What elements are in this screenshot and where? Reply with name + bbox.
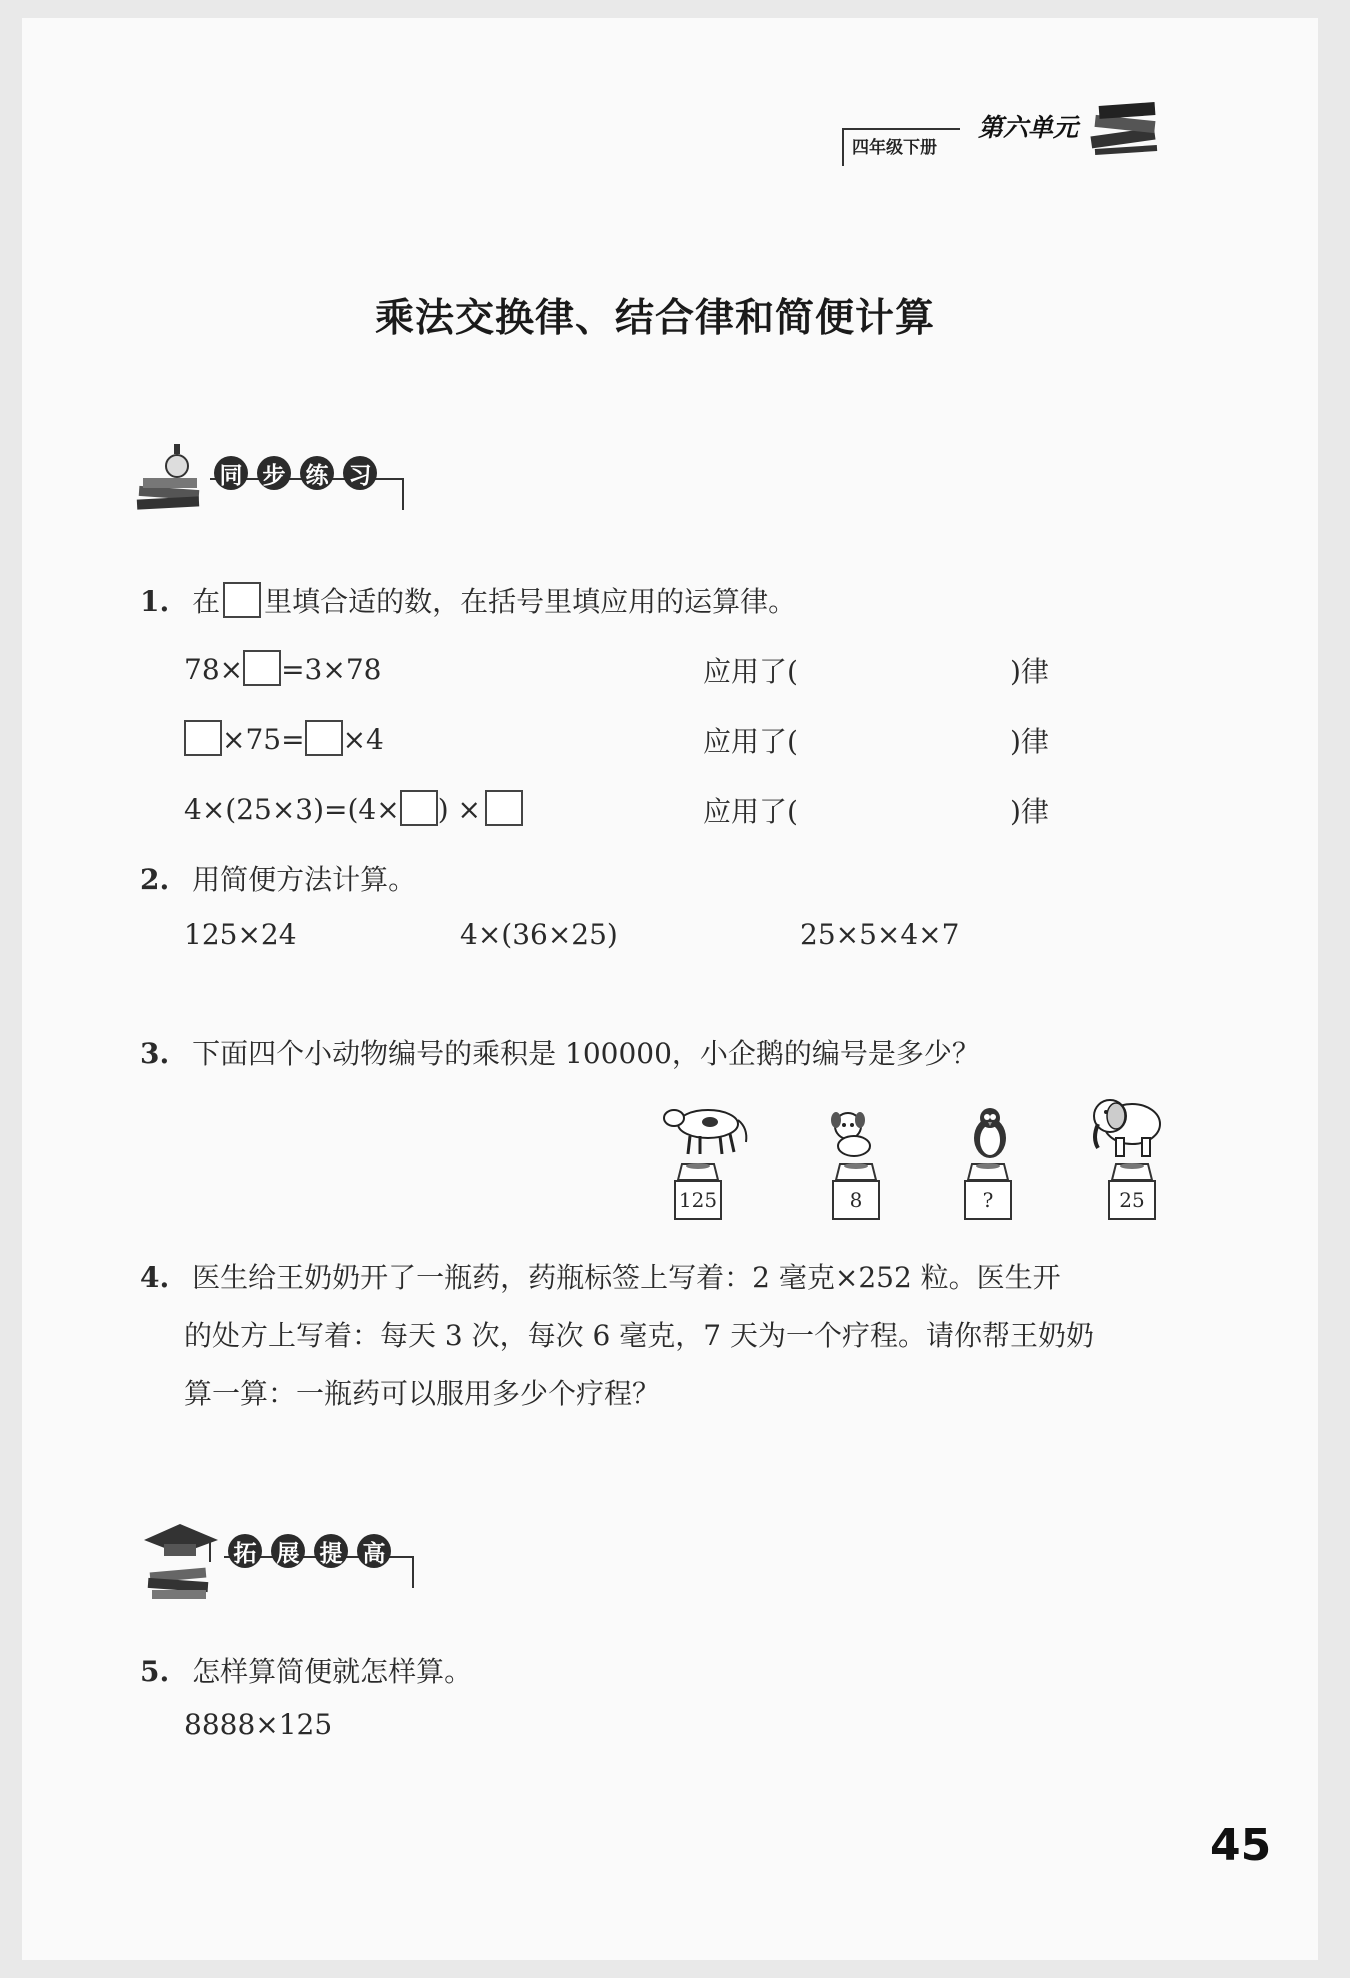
answer-box[interactable] [184,720,222,756]
penguin-icon [968,1106,1012,1160]
q1-row3 [184,790,523,826]
question-4-line-2: 的处方上写着：每天 3 次，每次 6 毫克，7 天为一个疗程。请你帮王奶奶 [184,1319,1094,1352]
q5-expr: 8888×125 [184,1708,333,1741]
section1-char: 步 [257,456,291,490]
header-unit: 第六单元 [978,113,1079,142]
pedestal-top [1106,1160,1158,1182]
q2-expr-3: 25×5×4×7 [800,918,960,951]
question-3-prompt [140,1032,980,1072]
question-number: 4. [140,1261,170,1294]
expr-part: ) × [437,793,481,826]
question-4-line-3: 算一算：一瓶药可以服用多少个疗程？ [184,1377,661,1410]
question-2-prompt [140,858,416,898]
expr-part: 4×(25×3)=(4× [184,793,400,826]
expr-part: =3×78 [281,653,382,686]
q1-row2 [184,720,384,756]
section1-char: 习 [343,456,377,490]
answer-box[interactable] [243,650,281,686]
applied-label: 应用了( [703,725,798,758]
expr-part: ×75= [222,723,305,756]
applied-label: 应用了( [703,795,798,828]
prompt-text: 里填合适的数，在括号里填应用的运算律。 [264,585,797,618]
expr-part: ×4 [342,723,384,756]
example-blank-box [223,582,261,618]
pedestal-top [962,1160,1014,1182]
section1-char: 同 [214,456,248,490]
prompt-text: 怎样算简便就怎样算。 [192,1655,473,1688]
law-label: )律 [1010,725,1049,758]
q2-expr-1: 125×24 [184,918,297,951]
answer-box[interactable] [305,720,343,756]
section2-heading [228,1534,391,1568]
animal-number-elephant: 25 [1108,1180,1156,1220]
pedestal-top [830,1160,882,1182]
section2-char: 高 [357,1534,391,1568]
question-number: 1. [140,585,170,618]
prompt-text: 医生给王奶奶开了一瓶药，药瓶标签上写着：2 毫克×252 粒。医生开 [192,1261,1061,1294]
q2-expr-2: 4×(36×25) [460,918,618,951]
animal-number-penguin: ? [964,1180,1012,1220]
pedestal-top [672,1160,724,1182]
question-5-prompt [140,1650,472,1690]
answer-box[interactable] [485,790,523,826]
animal-number-cow: 125 [674,1180,722,1220]
elephant-icon [1086,1094,1166,1162]
law-label: )律 [1010,795,1049,828]
question-4-line-1 [140,1256,1061,1296]
prompt-text: 在 [192,585,221,618]
cow-icon [660,1098,752,1158]
prompt-text: 下面四个小动物编号的乘积是 100000，小企鹅的编号是多少？ [192,1037,980,1070]
section2-char: 提 [314,1534,348,1568]
page-number: 45 [1210,1820,1272,1871]
section1-heading [214,456,377,490]
applied-label: 应用了( [703,655,798,688]
page-title: 乘法交换律、结合律和简便计算 [374,295,935,341]
expr-part: 78× [184,653,244,686]
q1-row1 [184,650,381,686]
question-number: 2. [140,863,170,896]
answer-box[interactable] [400,790,438,826]
animal-number-puppy: 8 [832,1180,880,1220]
puppy-icon [826,1110,880,1160]
lamp-books-icon [135,438,207,518]
graduation-cap-books-icon [140,1518,222,1604]
question-1-prompt [140,580,796,620]
prompt-text: 用简便方法计算。 [192,863,417,896]
section2-char: 拓 [228,1534,262,1568]
question-number: 5. [140,1655,170,1688]
question-number: 3. [140,1037,170,1070]
law-label: )律 [1010,655,1049,688]
section2-char: 展 [271,1534,305,1568]
books-stack-icon [1085,96,1165,166]
section1-char: 练 [300,456,334,490]
header-grade: 四年级下册 [852,138,937,158]
